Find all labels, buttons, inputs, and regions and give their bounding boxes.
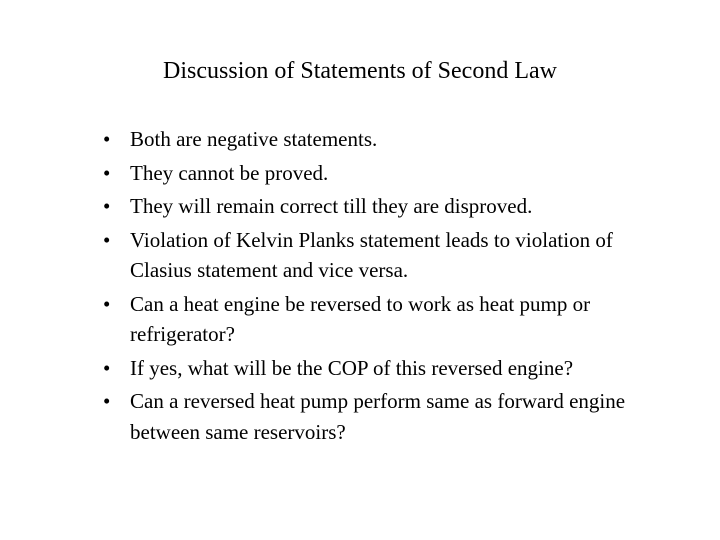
bullet-item [103,124,625,155]
bullet-text-line: They cannot be proved. [130,160,329,185]
bullet-list [103,124,625,450]
bullet-text-line: Can a reversed heat pump perform same as forward engine [130,389,626,413]
bullet-item [103,191,625,222]
bullet-text-line: Both are negative statements. [130,127,378,151]
bullet-text-line: between same reservoirs? [130,419,346,444]
bullet-item [103,225,625,286]
slide-title: Discussion of Statements of Second Law [163,58,557,84]
bullet-icon: • [103,355,111,380]
bullet-text-line: Clasius statement and vice versa. [130,258,409,282]
bullet-text-line: If yes, what will be the COP of this reversed engine? [130,355,574,380]
bullet-text-line: Violation of Kelvin Planks statement leads to violation of [130,227,613,252]
bullet-text-line: They will remain correct till they are disproved. [130,194,533,218]
bullet-text-line: Can a heat engine be reversed to work as heat pump or [130,291,591,316]
bullet-icon: • [103,127,111,151]
bullet-icon: • [103,227,111,252]
bullet-icon: • [103,160,111,185]
bullet-item [103,289,625,350]
bullet-icon: • [103,194,111,218]
bullet-icon: • [103,291,111,316]
bullet-item [103,158,625,189]
bullet-text-line: refrigerator? [130,322,235,346]
bullet-item [103,353,625,384]
bullet-icon: • [103,389,111,413]
bullet-item [103,386,625,447]
